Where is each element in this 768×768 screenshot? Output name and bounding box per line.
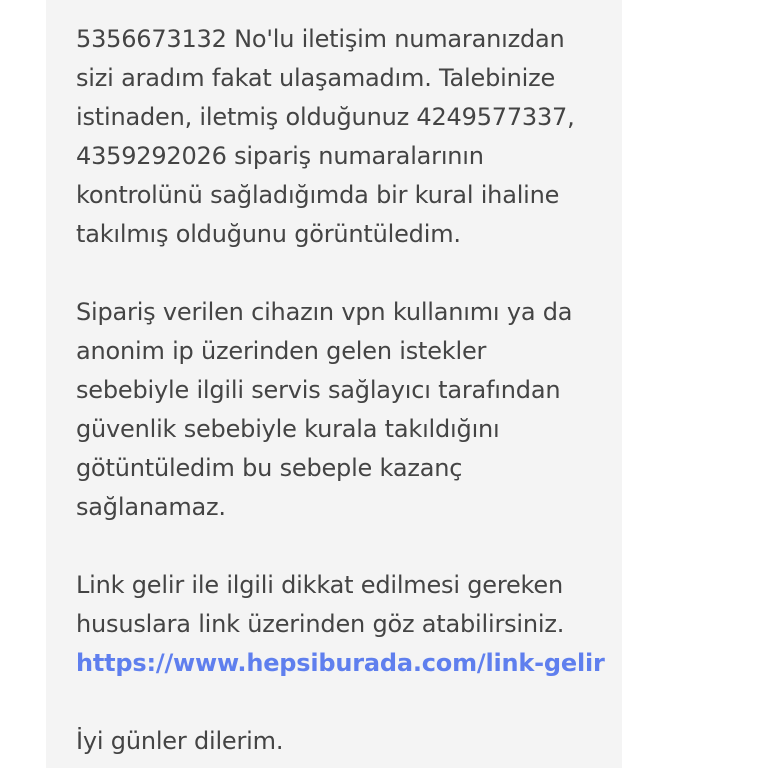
link-gelir-url[interactable]: https://www.hepsiburada.com/link-gelir xyxy=(76,649,605,677)
message-paragraph-contact xyxy=(76,20,622,254)
message-line: hususlara link üzerinden göz atabilirsiniz. xyxy=(76,610,565,638)
message-bubble xyxy=(46,0,622,768)
paragraph-spacer xyxy=(76,254,622,293)
message-line: kontrolünü sağladığımda bir kural ihaline xyxy=(76,181,560,209)
message-line: anonim ip üzerinden gelen istekler xyxy=(76,337,487,365)
message-line: sizi aradım fakat ulaşamadım. Talebinize xyxy=(76,64,556,92)
message-line: sağlanamaz. xyxy=(76,493,226,521)
message-line: Sipariş verilen cihazın vpn kullanımı ya da xyxy=(76,298,573,326)
message-line: güvenlik sebebiyle kurala takıldığını xyxy=(76,415,500,443)
message-closing: İyi günler dilerim. xyxy=(76,727,284,755)
message-line: 5356673132 No'lu iletişim numaranızdan xyxy=(76,25,565,53)
message-paragraph-info xyxy=(76,566,622,683)
paragraph-spacer xyxy=(76,683,622,722)
message-line: istinaden, iletmiş olduğunuz 4249577337, xyxy=(76,103,575,131)
message-line: takılmış olduğunu görüntüledim. xyxy=(76,220,461,248)
message-line: Link gelir ile ilgili dikkat edilmesi gereken xyxy=(76,571,563,599)
message-paragraph-reason xyxy=(76,293,622,527)
message-line: götüntüledim bu sebeple kazanç xyxy=(76,454,463,482)
message-line: 4359292026 sipariş numaralarının xyxy=(76,142,484,170)
message-line: sebebiyle ilgili servis sağlayıcı tarafından xyxy=(76,376,561,404)
paragraph-spacer xyxy=(76,527,622,566)
